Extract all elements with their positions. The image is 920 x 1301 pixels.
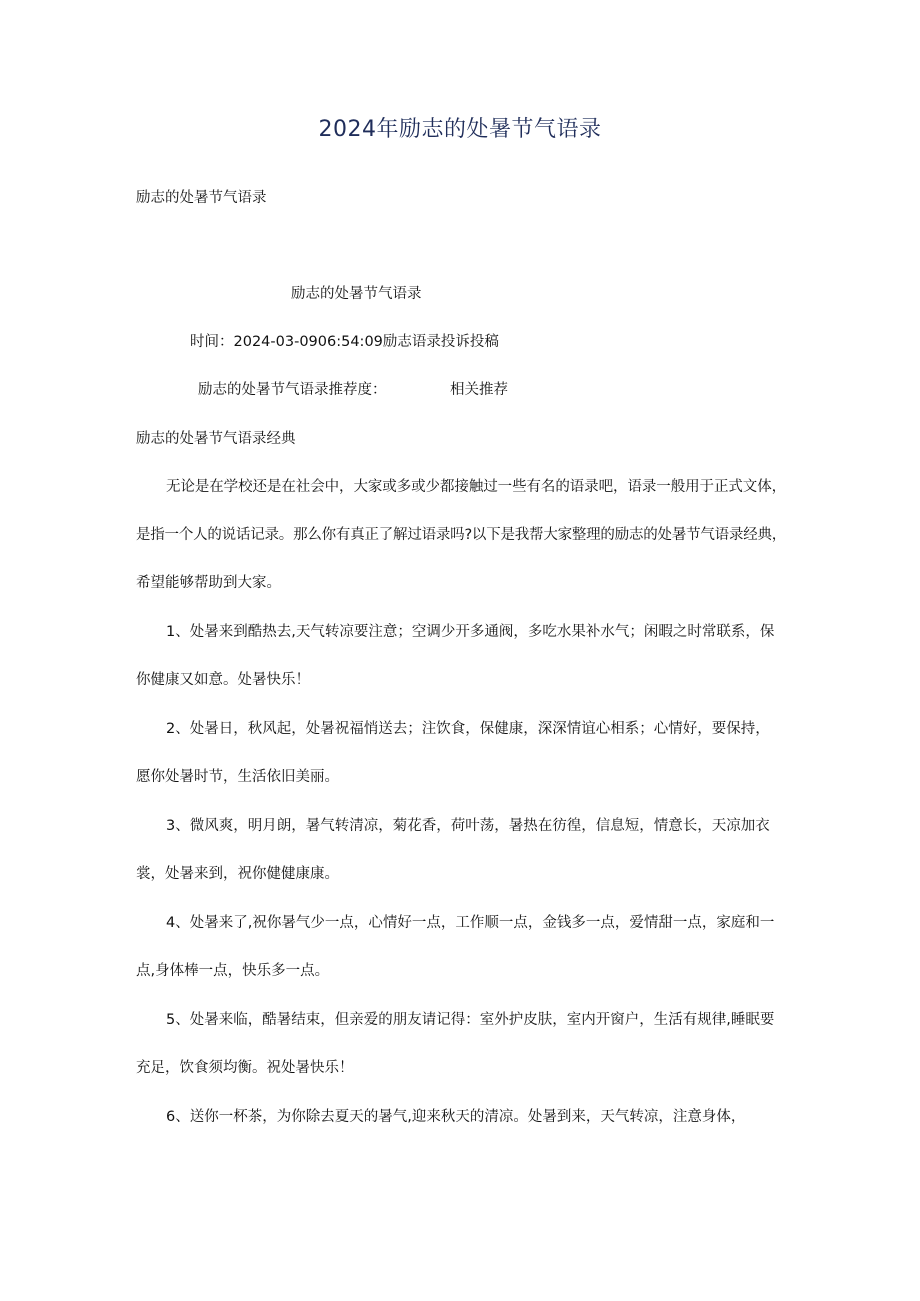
quote-1-line-2: 你健康又如意。处暑快乐！	[136, 672, 310, 688]
intro-line-3: 希望能够帮助到大家。	[136, 575, 281, 591]
quote-4-line-1: 4、处暑来了,祝你暑气少一点，心情好一点，工作顺一点，金钱多一点，爱情甜一点，家庭和一	[166, 915, 775, 931]
intro-line-2: 是指一个人的说话记录。那么你有真正了解过语录吗?以下是我帮大家整理的励志的处暑节气语录经典，	[136, 527, 787, 543]
section-heading: 励志的处暑节气语录经典	[136, 431, 296, 447]
quote-2-line-2: 愿你处暑时节，生活依旧美丽。	[136, 769, 339, 785]
meta-line: 时间：2024-03-0906:54:09励志语录投诉投稿	[190, 334, 499, 350]
document-title: 2024年励志的处暑节气语录	[318, 117, 602, 142]
quote-5-line-1: 5、处暑来临，酷暑结束，但亲爱的朋友请记得：室外护皮肤，室内开窗户，生活有规律,睡眠要	[166, 1012, 775, 1028]
quote-1-line-1: 1、处暑来到酷热去,天气转凉要注意；空调少开多通阀，多吃水果补水气；闲暇之时常联系，保	[166, 624, 775, 640]
quote-5-line-2: 充足，饮食须均衡。祝处暑快乐！	[136, 1060, 354, 1076]
related-link[interactable]: 相关推荐	[450, 382, 508, 398]
intro-line-1: 无论是在学校还是在社会中，大家或多或少都接触过一些有名的语录吧，语录一般用于正式文体，	[166, 479, 787, 495]
subtitle: 励志的处暑节气语录	[136, 190, 267, 206]
quote-6-line-1: 6、送你一杯茶，为你除去夏天的暑气,迎来秋天的清凉。处暑到来，天气转凉，注意身体，	[166, 1109, 746, 1125]
recommend-label: 励志的处暑节气语录推荐度：	[198, 382, 387, 398]
quote-3-line-1: 3、微风爽，明月朗，暑气转清凉，菊花香，荷叶荡，暑热在彷徨，信息短，情意长，天凉加衣	[166, 818, 770, 834]
quote-4-line-2: 点,身体棒一点，快乐多一点。	[136, 963, 330, 979]
article-heading: 励志的处暑节气语录	[291, 286, 422, 302]
quote-3-line-2: 裳，处暑来到，祝你健健康康。	[136, 866, 339, 882]
quote-2-line-1: 2、处暑日，秋风起，处暑祝福悄送去；注饮食，保健康，深深情谊心相系；心情好，要保持，	[166, 721, 770, 737]
